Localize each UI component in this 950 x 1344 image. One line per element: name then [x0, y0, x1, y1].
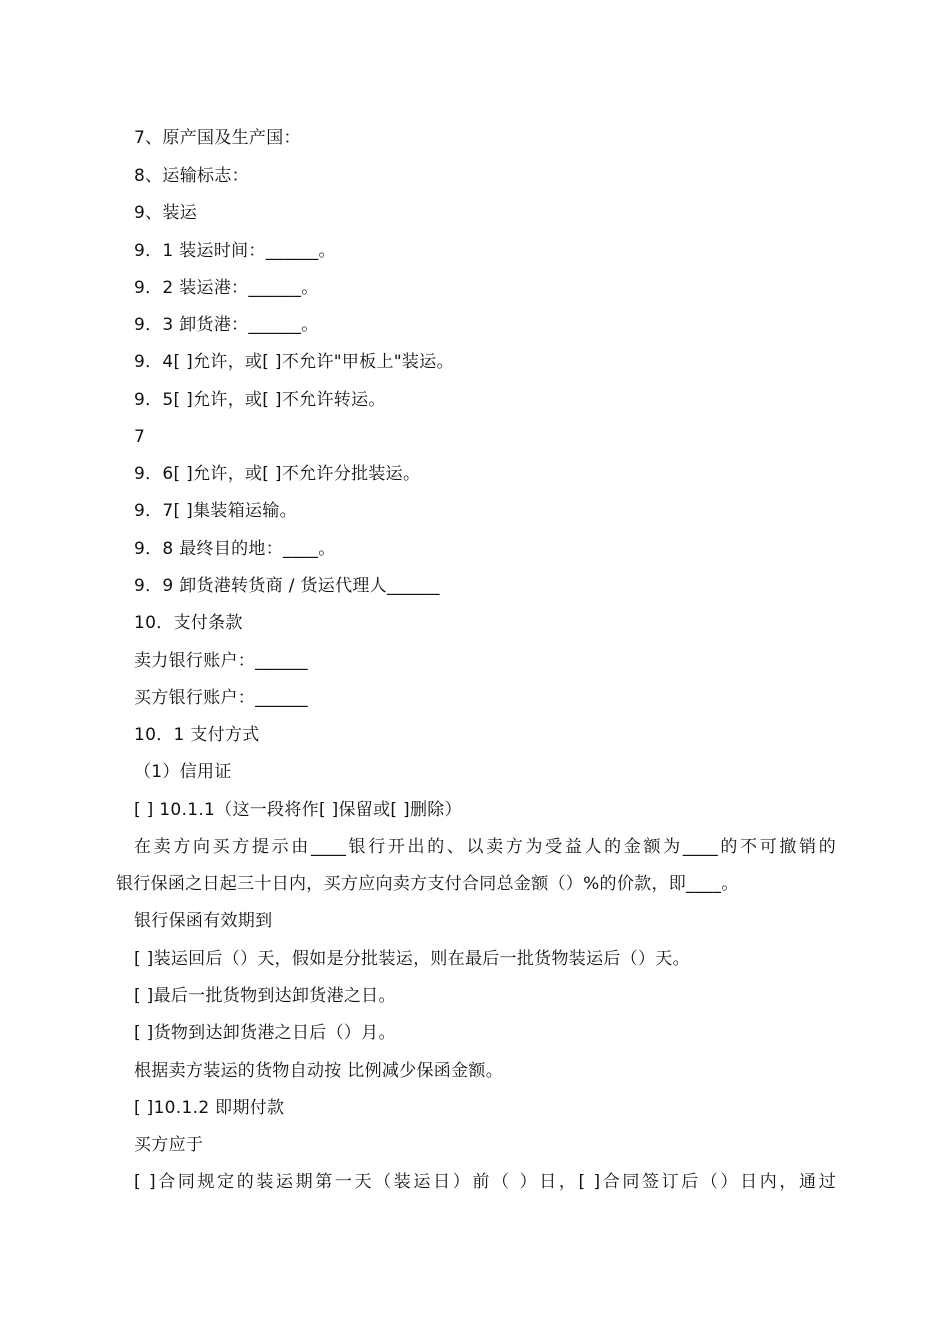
option-last-batch: [ ]最后一批货物到达卸货港之日。: [134, 986, 396, 1006]
clause-10-1-2: [ ]10.1.2 即期付款: [134, 1098, 285, 1118]
option-after-shipment: [ ]装运回后（）天，假如是分批装运，则在最后一批货物装运后（）天。: [134, 949, 690, 969]
guarantee-validity: 银行保函有效期到: [134, 911, 273, 931]
clause-9-1: 9．1 装运时间：______。: [134, 241, 336, 261]
paragraph-line-1: 在卖方向买方提示由____银行开出的、以卖方为受益人的金额为____的不可撤销的: [134, 837, 836, 857]
option-months-after: [ ]货物到达卸货港之日后（）月。: [134, 1023, 396, 1043]
paragraph-line-2: 银行保函之日起三十日内，买方应向卖方支付合同总金额（）%的价款，即____。: [116, 874, 739, 894]
stray-number: 7: [134, 427, 146, 447]
clause-9-8: 9．8 最终目的地：____。: [134, 539, 336, 559]
clause-9-shipment: 9、装运: [134, 203, 198, 223]
clause-9-7: 9．7[ ]集装箱运输。: [134, 501, 297, 521]
clause-8-marks: 8、运输标志：: [134, 166, 249, 186]
clause-9-4: 9．4[ ]允许，或[ ]不允许"甲板上"装运。: [134, 352, 454, 372]
clause-9-2: 9．2 装运港：______。: [134, 278, 319, 298]
guarantee-reduction: 根据卖方装运的货物自动按 比例减少保函金额。: [134, 1061, 504, 1081]
clause-9-3: 9．3 卸货港：______。: [134, 315, 319, 335]
clause-10-payment: 10．支付条款: [134, 613, 243, 633]
clause-10-1-1: [ ] 10.1.1（这一段将作[ ]保留或[ ]删除）: [134, 800, 462, 820]
buyer-bank-account: 买方银行账户：______: [134, 688, 308, 708]
payment-timing-line: [ ]合同规定的装运期第一天（装运日）前（ ）日，[ ]合同签订后（）日内，通过: [134, 1172, 836, 1192]
seller-bank-account: 卖力银行账户：______: [134, 651, 308, 671]
buyer-shall: 买方应于: [134, 1135, 204, 1155]
clause-10-1: 10．1 支付方式: [134, 725, 260, 745]
clause-9-5: 9．5[ ]允许，或[ ]不允许转运。: [134, 390, 386, 410]
clause-7-origin: 7、原产国及生产国：: [134, 128, 301, 148]
clause-9-9: 9．9 卸货港转货商 / 货运代理人______: [134, 576, 440, 596]
letter-of-credit-heading: （1）信用证: [134, 762, 232, 782]
clause-9-6: 9．6[ ]允许，或[ ]不允许分批装运。: [134, 464, 421, 484]
